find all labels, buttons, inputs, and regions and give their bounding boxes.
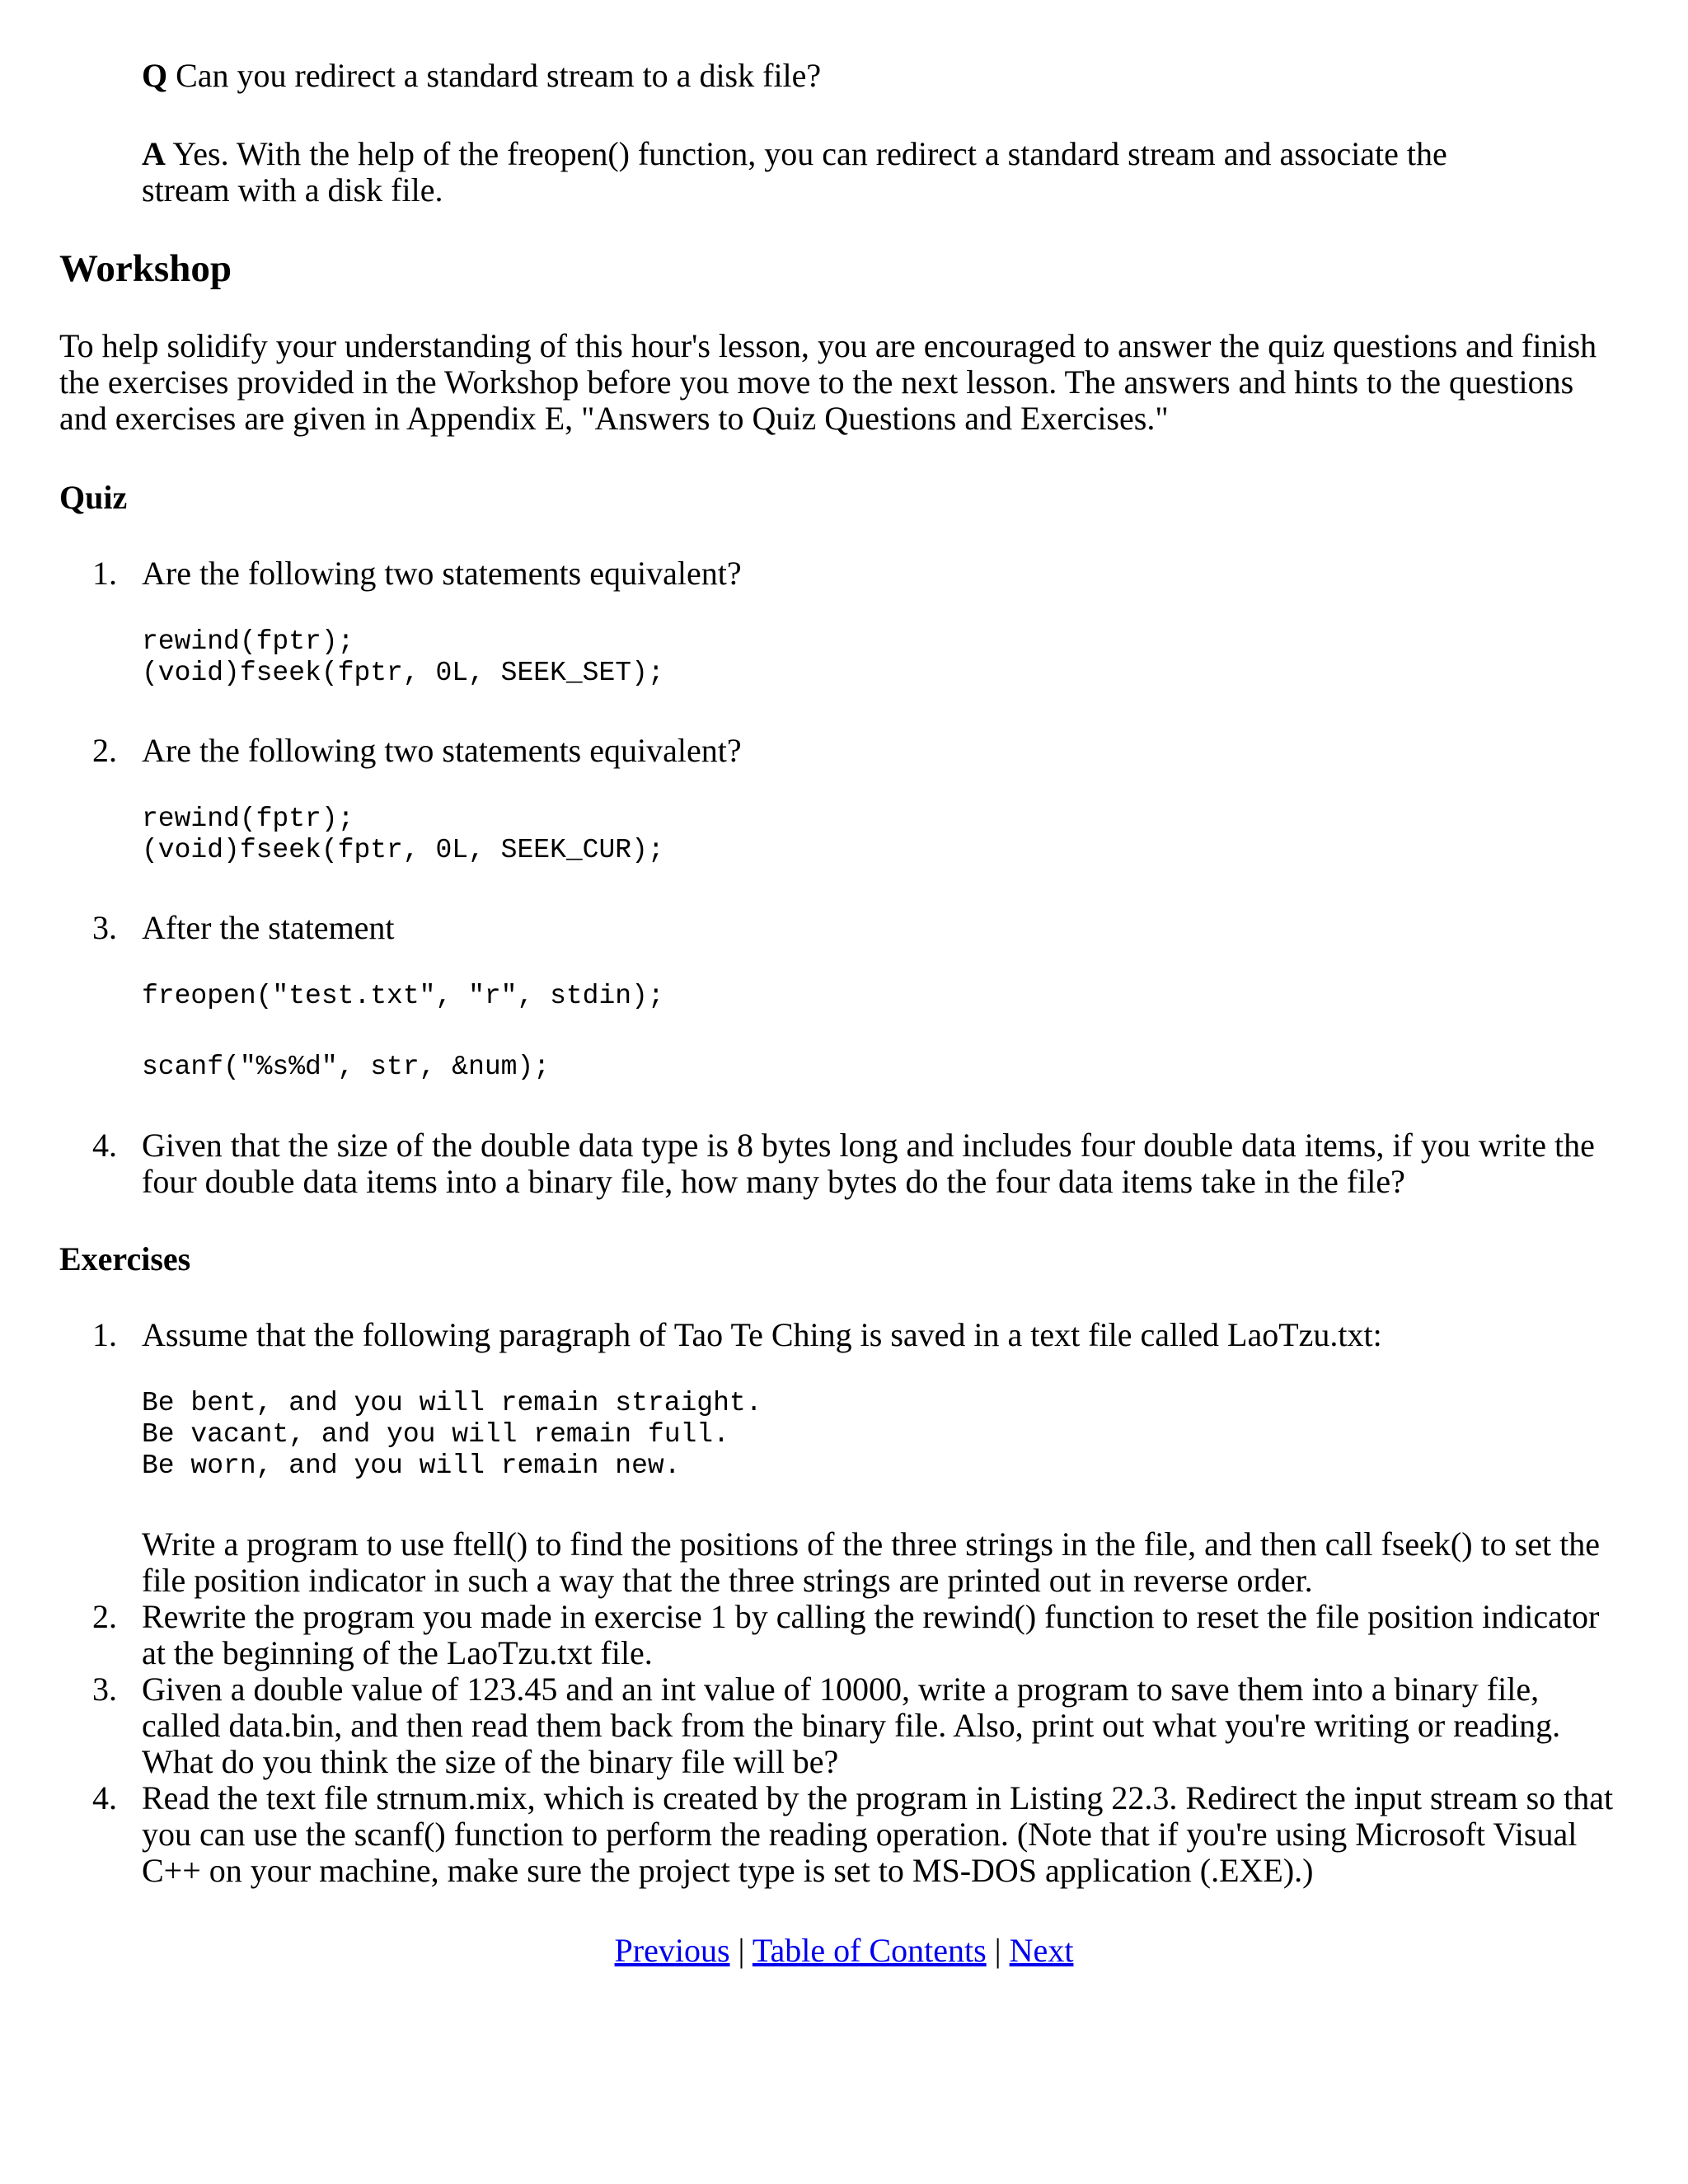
exercises-heading: Exercises	[59, 1240, 191, 1277]
quiz-item-1-number: 1.	[92, 555, 117, 592]
faq-answer	[142, 136, 1447, 172]
page-navigation	[0, 1933, 1688, 1969]
quiz-item-4-line2: four double data items into a binary file, how many bytes do the four data items take in the file?	[142, 1163, 1405, 1200]
faq-question	[142, 58, 821, 94]
quiz-item-2-code: rewind(fptr); (void)fseek(fptr, 0L, SEEK_CUR);	[142, 804, 664, 865]
question-text: Can you redirect a standard stream to a disk file?	[176, 57, 822, 94]
exercise-1-code: Be bent, and you will remain straight. Be vacant, and you will remain full. Be worn, and you will remain new.	[142, 1388, 762, 1481]
exercise-4-number: 4.	[92, 1779, 117, 1816]
quiz-item-2-text: Are the following two statements equivalent?	[142, 732, 742, 769]
exercise-1-after-line2: file position indicator in such a way that the three strings are printed out in reverse order.	[142, 1562, 1313, 1599]
workshop-intro-line3: and exercises are given in Appendix E, "Answers to Quiz Questions and Exercises."	[59, 400, 1169, 437]
quiz-item-3-text: After the statement	[142, 909, 395, 946]
exercise-3-line3: What do you think the size of the binary file will be?	[142, 1743, 839, 1780]
nav-separator: |	[994, 1932, 1001, 1969]
quiz-item-3-number: 3.	[92, 909, 117, 946]
exercise-1-text: Assume that the following paragraph of Tao Te Ching is saved in a text file called LaoTzu.txt:	[142, 1316, 1382, 1353]
question-label: Q	[142, 57, 168, 94]
exercise-3-line1: Given a double value of 123.45 and an int value of 10000, write a program to save them into a binary file,	[142, 1671, 1540, 1708]
exercise-4-line3: C++ on your machine, make sure the project type is set to MS-DOS application (.EXE).)	[142, 1852, 1314, 1889]
answer-label: A	[142, 135, 166, 172]
exercise-4-line2: you can use the scanf() function to perform the reading operation. (Note that if you're using Microsoft Visual	[142, 1816, 1578, 1853]
exercise-2-line2: at the beginning of the LaoTzu.txt file.	[142, 1634, 653, 1671]
exercise-4-line1: Read the text file strnum.mix, which is created by the program in Listing 22.3. Redirect the input stream so that	[142, 1779, 1614, 1816]
answer-text-line2: stream with a disk file.	[142, 171, 443, 209]
next-link[interactable]: Next	[1009, 1932, 1074, 1969]
nav-separator: |	[738, 1932, 745, 1969]
quiz-item-1-code: rewind(fptr); (void)fseek(fptr, 0L, SEEK_SET);	[142, 626, 664, 688]
previous-link[interactable]: Previous	[614, 1932, 730, 1969]
answer-text-line1: Yes. With the help of the freopen() function, you can redirect a standard stream and associate the	[172, 135, 1447, 172]
quiz-item-2-number: 2.	[92, 732, 117, 769]
table-of-contents-link[interactable]: Table of Contents	[752, 1932, 987, 1969]
quiz-heading: Quiz	[59, 479, 128, 516]
exercise-3-number: 3.	[92, 1671, 117, 1708]
workshop-heading: Workshop	[59, 247, 232, 290]
exercise-2-number: 2.	[92, 1598, 117, 1635]
exercise-3-line2: called data.bin, and then read them back from the binary file. Also, print out what you're writing or reading.	[142, 1707, 1561, 1744]
exercise-2-line1: Rewrite the program you made in exercise 1 by calling the rewind() function to reset the file position indicator	[142, 1598, 1600, 1635]
workshop-intro-line1: To help solidify your understanding of this hour's lesson, you are encouraged to answer the quiz questions and finish	[59, 327, 1597, 364]
quiz-item-1-text: Are the following two statements equivalent?	[142, 555, 742, 592]
quiz-item-3-code2: scanf("%s%d", str, &num);	[142, 1052, 551, 1082]
exercise-1-number: 1.	[92, 1316, 117, 1353]
workshop-intro-line2: the exercises provided in the Workshop before you move to the next lesson. The answers and hints to the questions	[59, 363, 1574, 401]
quiz-item-4-number: 4.	[92, 1127, 117, 1164]
quiz-item-3-code1: freopen("test.txt", "r", stdin);	[142, 981, 664, 1011]
exercise-1-after-line1: Write a program to use ftell() to find the positions of the three strings in the file, and then call fseek() to set the	[142, 1526, 1600, 1563]
quiz-item-4-line1: Given that the size of the double data type is 8 bytes long and includes four double data items, if you write the	[142, 1127, 1595, 1164]
